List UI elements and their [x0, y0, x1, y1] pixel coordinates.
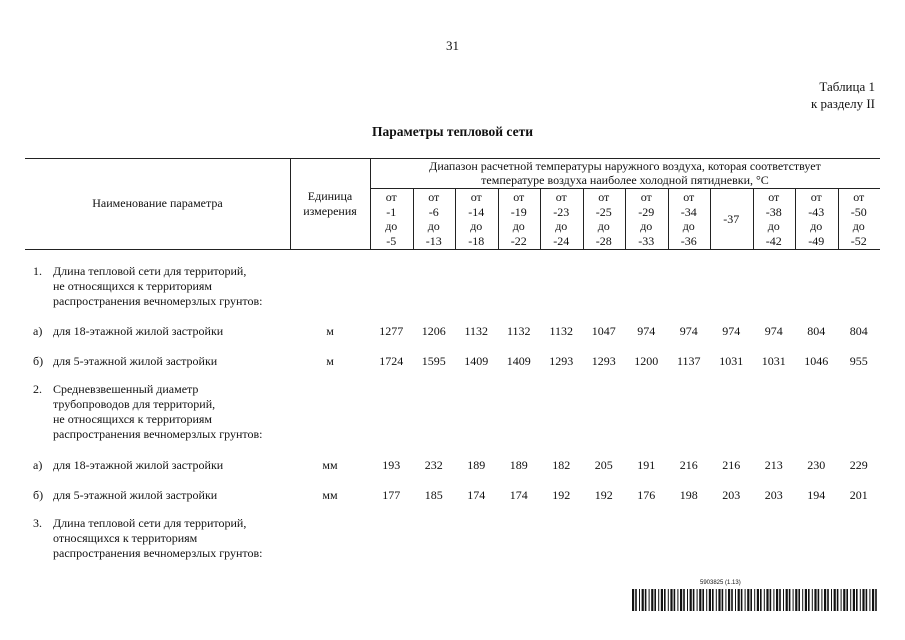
barcode-bar: [802, 589, 803, 611]
barcode-bar: [821, 589, 822, 611]
range-header-text: -23: [553, 204, 570, 219]
barcode-bar: [860, 589, 861, 611]
table-cell-value: 216: [679, 458, 698, 472]
barcode-bar: [658, 589, 659, 611]
range-header-text: -34: [680, 204, 697, 219]
table-cell-value: 1595: [421, 354, 446, 368]
table-cell-value: 1277: [379, 324, 404, 338]
range-header-text: до: [640, 219, 653, 233]
range-header-text: от: [555, 190, 567, 204]
barcode-bar: [773, 589, 774, 611]
table-cell-value: 1724: [379, 354, 404, 368]
header-unit-line2: измерения: [303, 204, 357, 218]
table-cell-value: 174: [509, 488, 528, 502]
barcode-bar: [674, 589, 676, 611]
range-header-cell: [838, 190, 881, 248]
barcode-bar: [808, 589, 810, 611]
table-cell-value: 974: [637, 324, 656, 338]
table-cell-value: 1132: [549, 324, 574, 338]
row-2b-name: для 5-этажной жилой застройки: [53, 488, 218, 502]
range-header-text: -49: [808, 233, 825, 248]
range-header-text: от: [768, 190, 780, 204]
table-cell-value: 955: [849, 354, 868, 368]
table-cell-value: 1132: [464, 324, 489, 338]
table-cell-value: 229: [849, 458, 868, 472]
table-cell-value: 804: [849, 324, 868, 338]
range-header-cell: [710, 190, 753, 248]
barcode-bar: [639, 589, 640, 611]
section-3-number: 3.: [33, 516, 42, 530]
range-header-text: от: [470, 190, 482, 204]
barcode-bar: [702, 589, 704, 611]
range-header-text: -28: [595, 233, 612, 248]
range-header-cell: [625, 190, 668, 248]
row-1b-unit: м: [326, 354, 334, 368]
table-cell-value: 1132: [506, 324, 531, 338]
barcode-bar: [862, 589, 864, 611]
barcode-bar: [795, 589, 797, 611]
barcode-bar: [866, 589, 868, 611]
table-cell-value: 1046: [804, 354, 829, 368]
barcode-bar: [722, 589, 724, 611]
range-header-text: до: [682, 219, 695, 233]
barcode-bar: [757, 589, 759, 611]
barcode-bar: [764, 589, 765, 611]
row-2a-name: для 18-этажной жилой застройки: [53, 458, 224, 472]
header-unit-line1: Единица: [307, 189, 353, 203]
header-range-line1: Диапазон расчетной температуры наружного воздуха, которая соответствует: [429, 159, 821, 173]
table-reference-line2: к разделу II: [810, 96, 875, 111]
barcode-bar: [793, 589, 794, 611]
section-1-number: 1.: [33, 264, 42, 278]
table-cell-value: 1137: [676, 354, 701, 368]
range-header-text: -6: [428, 204, 439, 219]
table-cell-value: 192: [594, 488, 613, 502]
table-cell-value: 177: [382, 488, 401, 502]
range-header-cell: [795, 190, 838, 248]
barcode-bar: [747, 589, 749, 611]
table-cell-value: 191: [637, 458, 656, 472]
barcode-bar: [642, 589, 644, 611]
barcode-bar: [725, 589, 726, 611]
table-cell-value: 203: [764, 488, 783, 502]
range-header-text: -1: [386, 204, 397, 219]
range-header-text: -25: [595, 204, 612, 219]
section-2-line: распространения вечномерзлых грунтов:: [53, 427, 263, 441]
table-cell-value: 1047: [591, 324, 616, 338]
page-title: Параметры тепловой сети: [372, 124, 533, 139]
range-header-text: до: [810, 219, 823, 233]
barcode-bar: [664, 589, 666, 611]
barcode-bar: [697, 589, 698, 611]
row-1b-label: б): [33, 354, 44, 368]
barcode-bar: [718, 589, 720, 611]
table-reference-line1: Таблица 1: [819, 79, 875, 94]
barcode-bar: [841, 589, 842, 611]
table-cell-value: 185: [424, 488, 443, 502]
table-cell-value: 1409: [506, 354, 531, 368]
section-2-number: 2.: [33, 382, 42, 396]
range-header-cell: [413, 190, 456, 248]
barcode-bar: [834, 589, 836, 611]
range-header-text: до: [852, 219, 865, 233]
barcode-bar: [814, 589, 816, 611]
range-header-cell: [455, 190, 498, 248]
range-header-cell: [370, 190, 413, 248]
section-2-line: Средневзвешенный диаметр: [53, 382, 199, 396]
table-cell-value: 198: [679, 488, 698, 502]
barcode-bar: [735, 589, 736, 611]
table-cell-value: 230: [807, 458, 826, 472]
table-cell-value: 174: [467, 488, 486, 502]
row-1a-name: для 18-этажной жилой застройки: [53, 324, 224, 338]
page-number: 31: [446, 38, 459, 53]
table-cell-value: 1031: [719, 354, 744, 368]
table-cell-value: 192: [552, 488, 571, 502]
barcode-bar: [716, 589, 717, 611]
table-cell-value: 1031: [761, 354, 786, 368]
barcode-bar: [750, 589, 752, 611]
section-2-title: [53, 382, 263, 442]
barcode-bar: [824, 589, 826, 611]
range-header-text: -22: [510, 233, 527, 248]
range-header-text: от: [385, 190, 397, 204]
barcode-bar: [812, 589, 813, 611]
barcode-bar: [706, 589, 707, 611]
range-header-text: -37: [723, 211, 740, 226]
range-header-text: -5: [386, 233, 397, 248]
range-header-text: -14: [468, 204, 485, 219]
range-header-text: до: [597, 219, 610, 233]
table-cell-value: 216: [722, 458, 741, 472]
range-header-cell: [583, 190, 626, 248]
barcode-bar: [770, 589, 772, 611]
table-cell-value: 176: [637, 488, 656, 502]
barcode-bar: [728, 589, 730, 611]
header-bottom-border: [25, 249, 880, 250]
barcode-bar: [779, 589, 781, 611]
barcode-bar: [776, 589, 778, 611]
table-cell-value: 189: [509, 458, 528, 472]
range-header-cell: [668, 190, 711, 248]
section-2-line: не относящихся к территориям: [53, 412, 213, 426]
barcode-bar: [789, 589, 791, 611]
row-2a-label: а): [33, 458, 43, 472]
section-1-title: [53, 264, 263, 309]
range-header-text: -38: [765, 204, 782, 219]
range-header-cell: [498, 190, 541, 248]
barcode-bar: [850, 589, 851, 611]
table-cell-value: 1206: [421, 324, 446, 338]
row-1b-name: для 5-этажной жилой застройки: [53, 354, 218, 368]
range-header-text: -24: [553, 233, 570, 248]
barcode-bar: [843, 589, 845, 611]
section-3-title: [53, 516, 263, 561]
range-header-text: -33: [638, 233, 655, 248]
range-header-text: -43: [808, 204, 825, 219]
barcode-bar: [709, 589, 711, 611]
barcode-image: [632, 589, 878, 611]
table-cell-value: 189: [467, 458, 486, 472]
range-header-text: до: [512, 219, 525, 233]
section-1-line: Длина тепловой сети для территорий,: [53, 264, 247, 278]
range-header-text: до: [385, 219, 398, 233]
range-header-text: от: [683, 190, 695, 204]
range-header-text: -19: [510, 204, 527, 219]
barcode-bar: [837, 589, 839, 611]
table-cell-value: 213: [764, 458, 783, 472]
barcode-bar: [687, 589, 688, 611]
table-cell-value: 974: [722, 324, 741, 338]
barcode-bar: [680, 589, 682, 611]
table-reference: [811, 78, 875, 112]
barcode-bar: [754, 589, 755, 611]
table-cell-value: 1293: [549, 354, 574, 368]
barcode-bar: [766, 589, 768, 611]
barcode-bar: [712, 589, 714, 611]
section-3-line: Длина тепловой сети для территорий,: [53, 516, 247, 530]
table-cell-value: 194: [807, 488, 826, 502]
table-cell-value: 205: [594, 458, 613, 472]
barcode-bar: [856, 589, 858, 611]
barcode-bar: [670, 589, 672, 611]
barcode-bar: [875, 589, 877, 611]
barcode-bar: [805, 589, 807, 611]
row-1a-label: а): [33, 324, 43, 338]
range-header-text: -18: [468, 233, 485, 248]
range-header-text: -29: [638, 204, 655, 219]
header-temperature-range: [370, 159, 880, 187]
range-header-text: -50: [850, 204, 867, 219]
barcode-bar: [798, 589, 800, 611]
row-2b-unit: мм: [322, 488, 338, 502]
barcode-bar: [683, 589, 685, 611]
range-header-text: до: [767, 219, 780, 233]
barcode-bar: [649, 589, 650, 611]
barcode-bar: [846, 589, 848, 611]
table-cell-value: 201: [849, 488, 868, 502]
table-cell-value: 804: [807, 324, 826, 338]
range-header-text: до: [427, 219, 440, 233]
range-header-text: от: [513, 190, 525, 204]
table-cell-value: 974: [679, 324, 698, 338]
barcode-bar: [635, 589, 637, 611]
barcode-bar: [760, 589, 762, 611]
barcode-bar: [668, 589, 669, 611]
table-cell-value: 182: [552, 458, 571, 472]
barcode-bar: [731, 589, 733, 611]
barcode-bar: [693, 589, 695, 611]
barcode-bar: [738, 589, 740, 611]
range-header-text: до: [555, 219, 568, 233]
row-2a-unit: мм: [322, 458, 338, 472]
barcode-bar: [632, 589, 634, 611]
barcode-bar: [654, 589, 656, 611]
section-3-line: распространения вечномерзлых грунтов:: [53, 546, 263, 560]
table-cell-value: 232: [424, 458, 443, 472]
barcode-bar: [645, 589, 647, 611]
barcode-bar: [677, 589, 678, 611]
section-1-line: распространения вечномерзлых грунтов:: [53, 294, 263, 308]
range-header-text: от: [853, 190, 865, 204]
barcode-bar: [853, 589, 855, 611]
range-header-cell: [540, 190, 583, 248]
table-cell-value: 1200: [634, 354, 659, 368]
barcode-bar: [690, 589, 692, 611]
section-1-line: не относящихся к территориям: [53, 279, 213, 293]
barcode-bar: [869, 589, 870, 611]
header-range-line2: температуре воздуха наиболее холодной пятидневки, °C: [481, 173, 769, 187]
barcode-bar: [872, 589, 874, 611]
barcode-caption: 5903825 (1.13): [700, 580, 741, 586]
table-cell-value: 1409: [464, 354, 489, 368]
row-2b-label: б): [33, 488, 44, 502]
barcode-bar: [661, 589, 663, 611]
table-cell-value: 974: [764, 324, 783, 338]
range-header-text: от: [598, 190, 610, 204]
row-1a-unit: м: [326, 324, 334, 338]
range-header-text: от: [428, 190, 440, 204]
header-unit: [291, 189, 369, 219]
barcode-bar: [651, 589, 653, 611]
range-header-text: от: [810, 190, 822, 204]
table-cell-value: 1293: [591, 354, 616, 368]
range-header-text: от: [640, 190, 652, 204]
range-header-text: до: [470, 219, 483, 233]
barcode-bar: [699, 589, 701, 611]
table-cell-value: 203: [722, 488, 741, 502]
barcode-bar: [827, 589, 829, 611]
section-2-line: трубопроводов для территорий,: [53, 397, 216, 411]
range-header-cell: [753, 190, 796, 248]
table-cell-value: 193: [382, 458, 401, 472]
barcode-bar: [786, 589, 788, 611]
barcode-bar: [783, 589, 784, 611]
barcode-bar: [818, 589, 820, 611]
range-header-text: -36: [680, 233, 697, 248]
barcode-bar: [741, 589, 743, 611]
section-3-line: относящихся к территориям: [53, 531, 198, 545]
barcode-bar: [745, 589, 746, 611]
header-parameter-name: Наименование параметра: [92, 196, 223, 210]
range-header-text: -52: [850, 233, 867, 248]
range-header-text: -42: [765, 233, 782, 248]
barcode-bar: [831, 589, 832, 611]
range-header-text: -13: [425, 233, 442, 248]
